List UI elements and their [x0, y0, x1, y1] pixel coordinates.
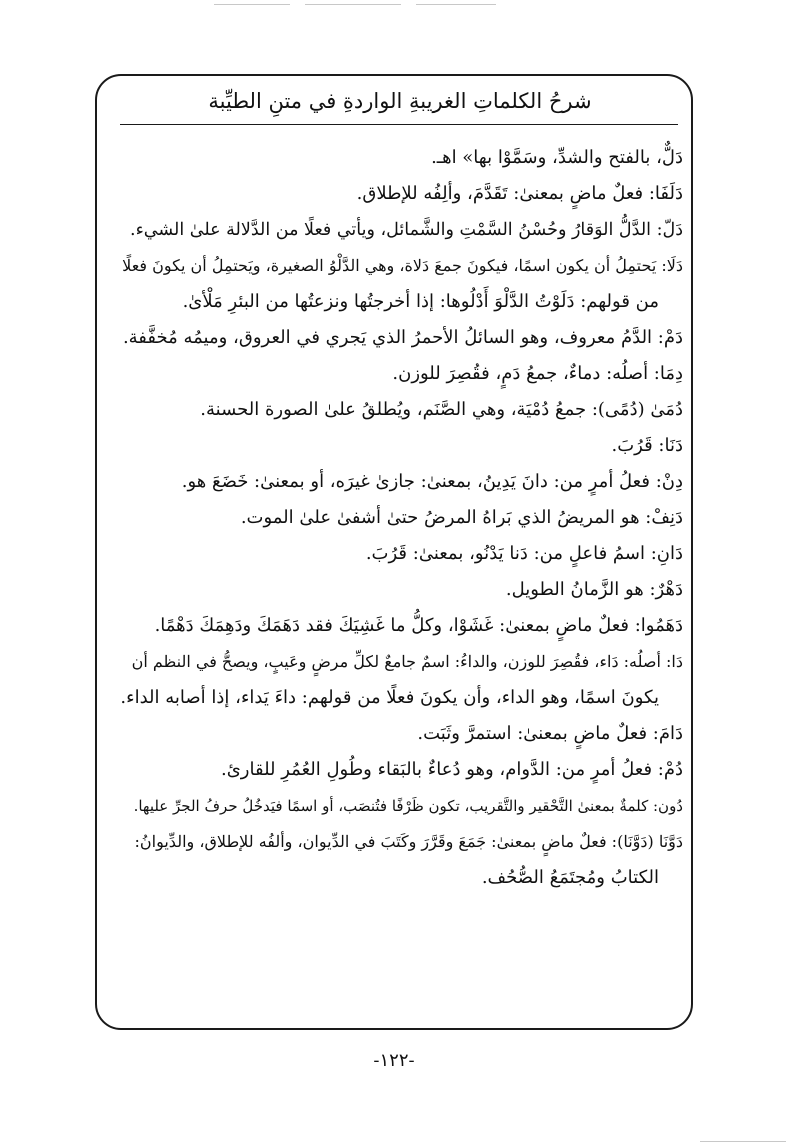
entry-line: دَلَفَا: فعلٌ ماضٍ بمعنىٰ: تَقَدَّمَ، وألِفُه للإطلاق.: [356, 183, 683, 204]
scan-edge-line: [416, 4, 496, 5]
entry-line: دِمَا: أصلُه: دماءٌ، جمعُ دَمٍ، فقُصِرَ للوزن.: [392, 363, 683, 384]
entry-line: دَلٌّ، بالفتح والشدِّ، وسَمَّوْا بها» اهـ.: [431, 147, 683, 168]
entry-line: دَنِفْ: هو المريضُ الذي بَراهُ المرضُ حتىٰ أشفىٰ علىٰ الموت.: [240, 507, 683, 528]
entry-line: دُمَىٰ (دُمًى): جمعُ دُمْيَة، وهي الصَّنَم، ويُطلقُ علىٰ الصورة الحسنة.: [200, 399, 683, 420]
entry-line: دَلّ: الدَّلُّ الوَقارُ وحُسْنُ السَّمْتِ والشَّمائل، ويأتي فعلًا من الدَّلالة علىٰ الشيء.: [130, 220, 683, 240]
entry-line: دَامَ: فعلٌ ماضٍ بمعنىٰ: استمرَّ وثَبَت.: [417, 723, 683, 744]
scan-edge-line: [214, 4, 290, 5]
entry-continuation-line: الكتابُ ومُجتَمَعُ الصُّحُف.: [481, 867, 659, 888]
scan-edge-line: [700, 1141, 786, 1142]
entry-line: دُون: كلمةٌ بمعنىٰ التَّحْقير والتَّقريب، تكون ظَرْفًا فتُنصَب، أو اسمًا فيَدخُلُ حرفُ الجرِّ عليها.: [133, 797, 683, 815]
entry-list: [118, 140, 683, 896]
entry-continuation-line: يكونَ اسمًا، وهو الداء، وأن يكونَ فعلًا من قولهم: داءَ يَداء، إذا أصابه الداء.: [120, 687, 659, 708]
scan-edge-line: [305, 4, 401, 5]
entry-line: دُمْ: فعلُ أمرٍ من: الدَّوام، وهو دُعاءٌ بالبَقاء وطُولِ العُمُرِ للقارئ.: [220, 759, 683, 780]
entry-line: دَهْرٌ: هو الزَّمانُ الطويل.: [505, 579, 683, 600]
header-rule: [120, 124, 678, 125]
entry-continuation-line: من قولهم: دَلَوْتُ الدَّلْوَ أَدْلُوها: إذا أخرجتُها ونزعتُها من البئرِ مَلْأىٰ.: [182, 291, 659, 312]
entry-line: دَلَا: يَحتمِلُ أن يكون اسمًا، فيكونَ جمعَ دَلاة، وهي الدَّلْوُ الصغيرة، ويَحتمِلُ أن يكونَ فعلًا: [122, 256, 683, 275]
entry-line: دَهَمُوا: فعلٌ ماضٍ بمعنىٰ: غَشَوْا، وكلُّ ما غَشِيَكَ فقد دَهَمَكَ ودَهِمَكَ دَهْمًا.: [154, 615, 683, 636]
entry-line: دَانِ: اسمُ فاعلٍ من: دَنا يَدْنُو، بمعنىٰ: قَرُبَ.: [365, 543, 683, 564]
entry-line: دَنَا: قَرُبَ.: [611, 435, 683, 456]
entry-line: دَوَّنَا (دَوَّنَا): فعلٌ ماضٍ بمعنىٰ: جَمَعَ وقَرَّرَ وكَتَبَ في الدِّيوان، وألفُه للإطلاق، والدِّيوانُ:: [134, 832, 683, 851]
entry-line: دَمْ: الدَّمُ معروف، وهو السائلُ الأحمرُ الذي يَجري في العروق، وميمُه مُخفَّفة.: [122, 327, 683, 348]
entry-line: دَا: أصلُه: دَاء، فقُصِرَ للوزن، والداءُ: اسمٌ جامعٌ لكلِّ مرضٍ وعَيبٍ، ويصحُّ في النظم أن: [131, 652, 683, 671]
page-header-title: شرحُ الكلماتِ الغريبةِ الواردةِ في متنِ الطيِّبة: [208, 89, 592, 113]
entry-line: دِنْ: فعلُ أمرٍ من: دانَ يَدِينُ، بمعنىٰ: جازىٰ غيرَه، أو بمعنىٰ: خَضَعَ هو.: [181, 471, 683, 492]
page-number: -١٢٢-: [373, 1050, 415, 1071]
